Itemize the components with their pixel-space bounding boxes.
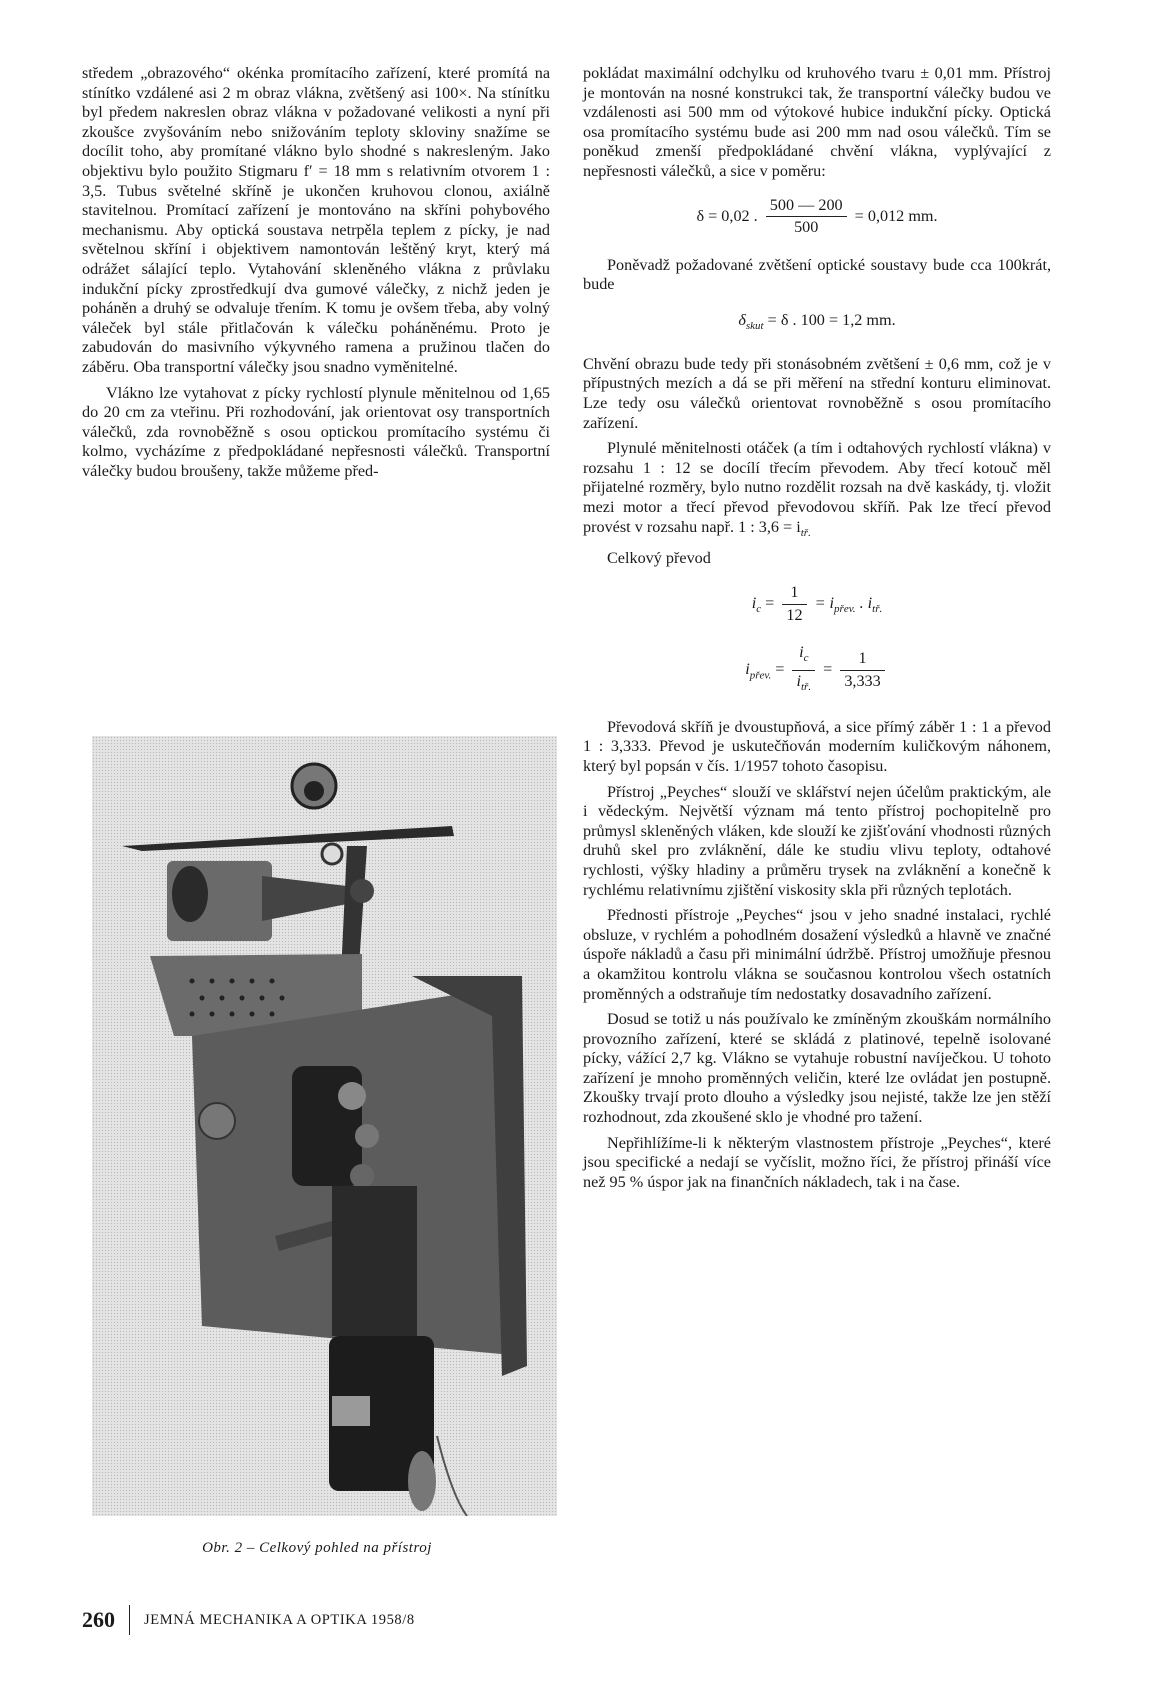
paragraph: Chvění obrazu bude tedy při stonásobném zvětšení ± 0,6 mm, což je v přípustných mezích a dá se při měření na střední konturu eliminovat. Lze tedy osu válečků orientovat rovnoběžně s osou promítacího zařízení. (583, 354, 1051, 432)
instrument-illustration-icon (92, 736, 557, 1516)
equation-rhs: = δ . 100 = 1,2 mm. (767, 310, 896, 329)
equation-rhs: = 0,012 mm. (854, 206, 938, 225)
right-column (583, 64, 1051, 1198)
equation-delta (583, 196, 1051, 238)
fraction-denominator: 3,333 (844, 671, 881, 690)
equation-symbol: = i (814, 593, 835, 612)
journal-title: JEMNÁ MECHANIKA A OPTIKA 1958/8 (144, 1611, 415, 1628)
paragraph (583, 439, 1051, 543)
paragraph: Vlákno lze vytahovat z pícky rychlostí plynule měnitelnou od 1,65 do 20 cm za vteřinu. Při rozhodování, jak orientovat osy transportních válečků, zda rovnoběžně s osou optickou promítacího systému či kolmo, vycházíme z předpokládané nepřesnosti válečků. Transportní válečky budou broušeny, takže můžeme před- (82, 383, 550, 480)
footer-divider (129, 1605, 130, 1635)
paragraph: Přednosti přístroje „Peyches“ jsou v jeho snadné instalaci, rychlé obsluze, v rychlém a pohodlném dosažení výsledků a hlavně ve značné úspoře nákladů a času při minimální údržbě. Přístroj umožňuje přesnou a okamžitou kontrolu vlákna se současnou kontrolou všech ostatních proměnných a odstraňuje tím nedostatky dosavadního zařízení. (583, 906, 1051, 1003)
equation-delta-skut (583, 311, 1051, 337)
equation-subscript: c (756, 602, 762, 615)
equation-total-ratio (583, 583, 1051, 625)
paragraph: Celkový převod (607, 549, 711, 568)
equation-symbol: i (751, 593, 757, 612)
equation-symbol: i (799, 643, 804, 662)
paragraph-text: Plynulé měnitelnosti otáček (a tím i odtahových rychlostí vlákna) v rozsahu 1 : 12 se docílí třecím převodem. Aby třecí kotouč měl přijatelné rozměry, bylo nutno rozdělit rozsah na dvě kaskády, tj. vložit mezi motor a třecí převod převodovou skříň. Pak lze třecí převod provést v rozsahu např. 1 : 3,6 = i (583, 439, 1051, 536)
page-number: 260 (82, 1607, 115, 1632)
equation-lhs: δ = 0,02 . (696, 206, 758, 225)
paragraph: středem „obrazového“ okénka promítacího zařízení, které promítá na stínítko vzdálené asi 2 m obraz vlákna, zvětšený asi 100×. Na stínítku byl předem nakreslen obraz vlákna v požadované velikosti a nyní při zkoušce zvyšováním nebo snižováním teploty skloviny snažíme se docílit toho, aby promítané vlákno bylo shodné s nakresleným. Jako objektivu bylo použito Stigmaru f′ = 18 mm s relativním otvorem 1 : 3,5. Tubus světelné skříně je ukončen kruhovou clonou, axiálně stavitelnou. Promítací zařízení je montováno na skříni pohybového mechanismu. Aby optická soustava netrpěla teplem z pícky, je nad světelnou skříní i objektivem namontován leštěný kryt, který má odrážet sálající teplo. Vytahování skleněného vlákna z průvlaku indukční pícky zprostředkují dva gumové válečky, z nichž jeden je poháněn a druhý se odvaluje třením. K tomu je ovšem třeba, aby volný váleček byl stále přitlačován k válečku poháněnému. Proto je zabudován do masivního výkyvného ramena a pružinou tlačen do záběru. Oba transportní válečky jsou snadno vyměnitelné. (82, 64, 550, 376)
equals-sign: = (775, 660, 785, 679)
equation-symbol: . i (855, 593, 873, 612)
fraction (766, 196, 847, 238)
equation-symbol: i (745, 660, 750, 679)
equation-subscript: tř. (872, 602, 883, 615)
equation-symbol: i (796, 671, 801, 690)
equation-subscript: přev. (834, 602, 856, 615)
equation-subscript: c (803, 652, 809, 665)
fraction-denominator (792, 671, 815, 698)
equation-subscript: skut (745, 320, 764, 333)
equation-symbol: δ (738, 310, 746, 329)
fraction (792, 643, 815, 698)
equation-subscript: tř. (800, 681, 812, 694)
fraction-numerator: 1 (782, 583, 806, 605)
left-column (82, 64, 550, 487)
fraction-numerator: 1 (840, 649, 884, 671)
fraction-numerator: 500 — 200 (766, 196, 847, 218)
fraction (840, 649, 884, 691)
figure-caption: Obr. 2 – Celkový pohled na přístroj (202, 1540, 432, 1556)
instrument-photo (92, 736, 557, 1516)
equals-sign: = (765, 593, 775, 612)
fraction-denominator: 500 (794, 218, 819, 237)
equals-sign: = (823, 660, 833, 679)
paragraph: Poněvadž požadované zvětšení optické soustavy bude cca 100krát, bude (583, 255, 1051, 294)
page-footer (82, 1605, 415, 1635)
fraction (782, 583, 806, 625)
paragraph: Převodová skříň je dvoustupňová, a sice přímý záběr 1 : 1 a převod 1 : 3,333. Převod je uskutečňován moderním kuličkovým náhonem, který byl popsán v čís. 1/1957 tohoto časopisu. (583, 717, 1051, 775)
equation-gearbox-ratio (583, 643, 1051, 698)
paragraph: pokládat maximální odchylku od kruhového tvaru ± 0,01 mm. Přístroj je montován na nosné konstrukci tak, že transportní válečky budou ve vzdálenosti asi 500 mm od výtokové hubice indukční pícky. Optická osa promítacího systému bude asi 200 mm nad osou válečků. Tím se poněkud zmenší předpokládané chvění vlákna, vyplývající z nepřesnosti válečků, a sice v poměru: (583, 64, 1051, 180)
equation-subscript: tř. (800, 526, 811, 539)
paragraph: Přístroj „Peyches“ slouží ve sklářství nejen účelům praktickým, ale i vědeckým. Největší význam má tento přístroj pochopitelně pro průmysl skleněných vláken, kde slouží ke zjišťování vhodnosti různých druhů skel pro zvláknění, dále ke studiu vlivu teploty, odtahové rychlosti, výšky hladiny a průměru trysek na zvláknění a konečně k rychlému relativnímu zjištění viskosity skla při různých teplotách. (583, 782, 1051, 899)
fraction-numerator (792, 643, 815, 671)
paragraph: Dosud se totiž u nás používalo ke zmíněným zkouškám normálního provozního zařízení, které se skládá z platinové, tepelně isolované pícky, vážící 2,7 kg. Vlákno se vytahuje robustní navíječkou. U tohoto zařízení je mnoho proměnných veličin, které lze ovládat jen postupně. Zkoušky trvají proto dlouho a výsledky jsou nejisté, takže lze jen stěží rozhodnout, zda zkoušené sklo je vhodné pro tažení. (583, 1010, 1051, 1127)
paragraph: Nepřihlížíme-li k některým vlastnostem přístroje „Peyches“, které jsou specifické a nedají se vyčíslit, možno říci, že přístroj přináší více než 95 % úspor jak na finančních nákladech, tak i na čase. (583, 1133, 1051, 1191)
equation-subscript: přev. (749, 669, 772, 682)
fraction-denominator: 12 (786, 605, 803, 624)
